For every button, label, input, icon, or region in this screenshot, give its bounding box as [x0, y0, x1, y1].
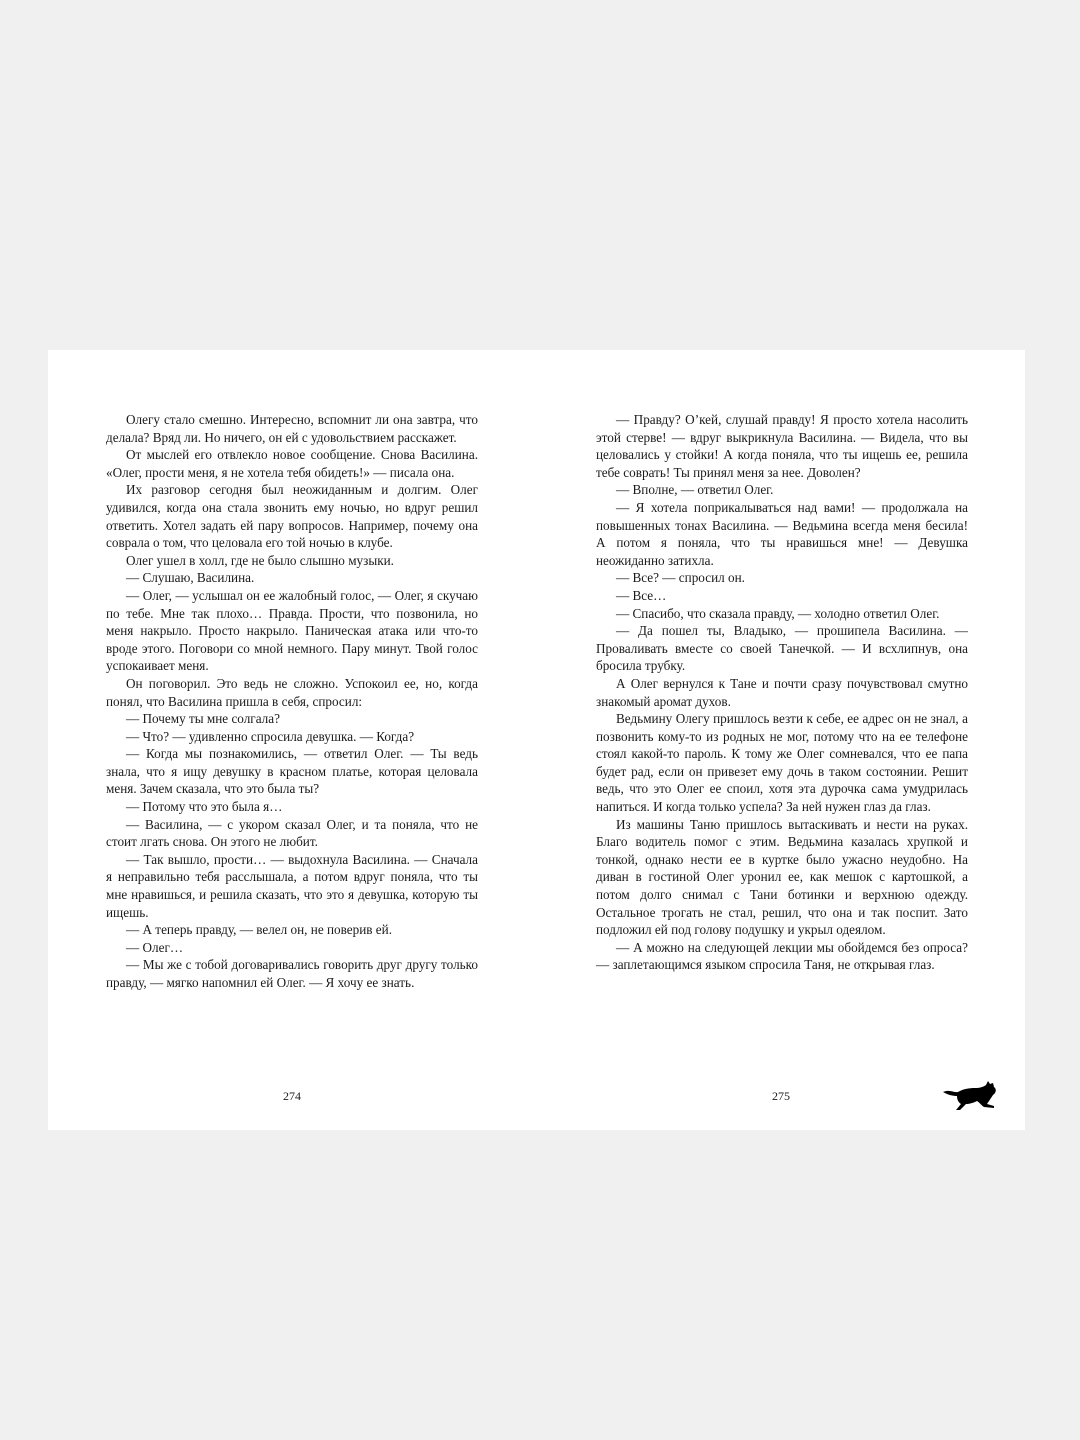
right-paragraph: — Я хотела поприкалываться над вами! — продолжала на повышенных тонах Василина. — Ведьмина всегда меня бесила! А потом я поняла, что ты нравишься мне! — Девушка неожиданно затихла. — [596, 499, 968, 568]
left-paragraph: — А теперь правду, — велел он, не поверив ей. — [126, 922, 393, 938]
left-page — [106, 411, 478, 992]
left-paragraph: — Что? — удивленно спросила девушка. — Когда? — [126, 728, 415, 744]
left-paragraph: — Мы же с тобой договаривались говорить друг другу только правду, — мягко напомнил ей Олег. — Я хочу ее знать. — [106, 957, 478, 990]
page-number-right: 275 — [772, 1089, 790, 1103]
right-paragraph: Ведьмину Олегу пришлось везти к себе, ее адрес он не знал, а позвонить кому-то из родных не мог, потому что на ее телефоне стоял какой-то пароль. К тому же Олег сомневался, что ее папа будет рад, если он привезет ему дочь в таком состоянии. Решит ведь, что это Олег ее споил, хотя эта дурочка сама умудрилась напиться. И когда только успела? За ней нужен глаз да глаз. — [596, 711, 968, 815]
left-paragraph: — Так вышло, прости… — выдохнула Василина. — Сначала я неправильно тебя расслышала, а потом вдруг поняла, что ты мне нравишься, и решила сказать, что это я девушка, которую ты ищешь. — [106, 851, 478, 920]
left-paragraph: Их разговор сегодня был неожиданным и долгим. Олег удивился, когда она стала звонить ему ночью, но вдруг решил ответить. Хотел задать ей пару вопросов. Например, почему она соврала о том, что целовала его той ночью в клубе. — [106, 482, 478, 551]
left-paragraph: От мыслей его отвлекло новое сообщение. Снова Василина. «Олег, прости меня, я не хотела тебя обидеть!» — писала она. — [106, 447, 478, 480]
left-paragraph: Олегу стало смешно. Интересно, вспомнит ли она завтра, что делала? Вряд ли. Но ничего, он ей с удовольствием расскажет. — [106, 412, 478, 445]
left-paragraph: — Василина, — с укором сказал Олег, и та поняла, что не стоит лгать снова. Он этого не любит. — [106, 816, 478, 850]
left-paragraph: — Когда мы познакомились, — ответил Олег. — Ты ведь знала, что я ищу девушку в красном платье, которая целовала меня. Зачем сказала, что это была ты? — [106, 746, 478, 797]
right-paragraph: — Правду? О’кей, слушай правду! Я просто хотела насолить этой стерве! — вдруг выкрикнула Василина. — Видела, что вы целовались у стойки! А когда поняла, что ты ищешь ее, решила тебе соврать! Ты принял меня за нее. Доволен? — [596, 412, 968, 480]
book-spread — [48, 350, 1025, 1130]
left-paragraph: — Олег… — [126, 939, 184, 955]
running-cat-icon — [942, 1077, 1002, 1113]
right-paragraph: — Да пошел ты, Владыко, — прошипела Василина. — Проваливать вместе со своей Танечкой. — И всхлипнув, она бросила трубку. — [596, 623, 968, 674]
right-paragraph: — А можно на следующей лекции мы обойдемся без опроса? — заплетающимся языком спросила Таня, не открывая глаз. — [596, 939, 968, 973]
left-paragraph: — Слушаю, Василина. — [126, 570, 255, 586]
left-paragraph: Он поговорил. Это ведь не сложно. Успокоил ее, но, когда понял, что Василина пришла в себя, спросил: — [106, 675, 478, 709]
right-paragraph: Из машины Таню пришлось вытаскивать и нести на руках. Благо водитель помог с этим. Ведьмина казалась хрупкой и тонкой, однако нести ее в куртке было ужасно неудобно. На диван в гостиной Олег уронил ее, как мешок с картошкой, а потом долго снимал с Тани ботинки и верхнюю одежду. Остальное трогать не стал, решил, что она и так поспит. Зато подложил ей под голову подушку и укрыл одеялом. — [596, 816, 968, 938]
right-paragraph: — Все? — спросил он. — [616, 570, 745, 586]
right-paragraph: — Все… — [616, 587, 667, 603]
left-paragraph: — Олег, — услышал он ее жалобный голос, — Олег, я скучаю по тебе. Мне так плохо… Правда. Прости, что позвонила, но меня накрыло. Просто накрыло. Паническая атака или что-то вроде этого. Поговори со мной немного. Пару минут. Твой голос успокаивает меня. — [106, 587, 478, 674]
right-paragraph: А Олег вернулся к Тане и почти сразу почувствовал смутно знакомый аромат духов. — [596, 675, 968, 709]
left-paragraph: Олег ушел в холл, где не было слышно музыки. — [126, 552, 394, 568]
left-paragraph: — Почему ты мне солгала? — [126, 711, 280, 727]
left-paragraph: — Потому что это была я… — [126, 799, 283, 815]
right-page — [596, 411, 968, 974]
right-paragraph: — Спасибо, что сказала правду, — холодно ответил Олег. — [616, 605, 940, 621]
page-number-left: 274 — [283, 1089, 301, 1103]
right-paragraph: — Вполне, — ответил Олег. — [616, 482, 774, 498]
